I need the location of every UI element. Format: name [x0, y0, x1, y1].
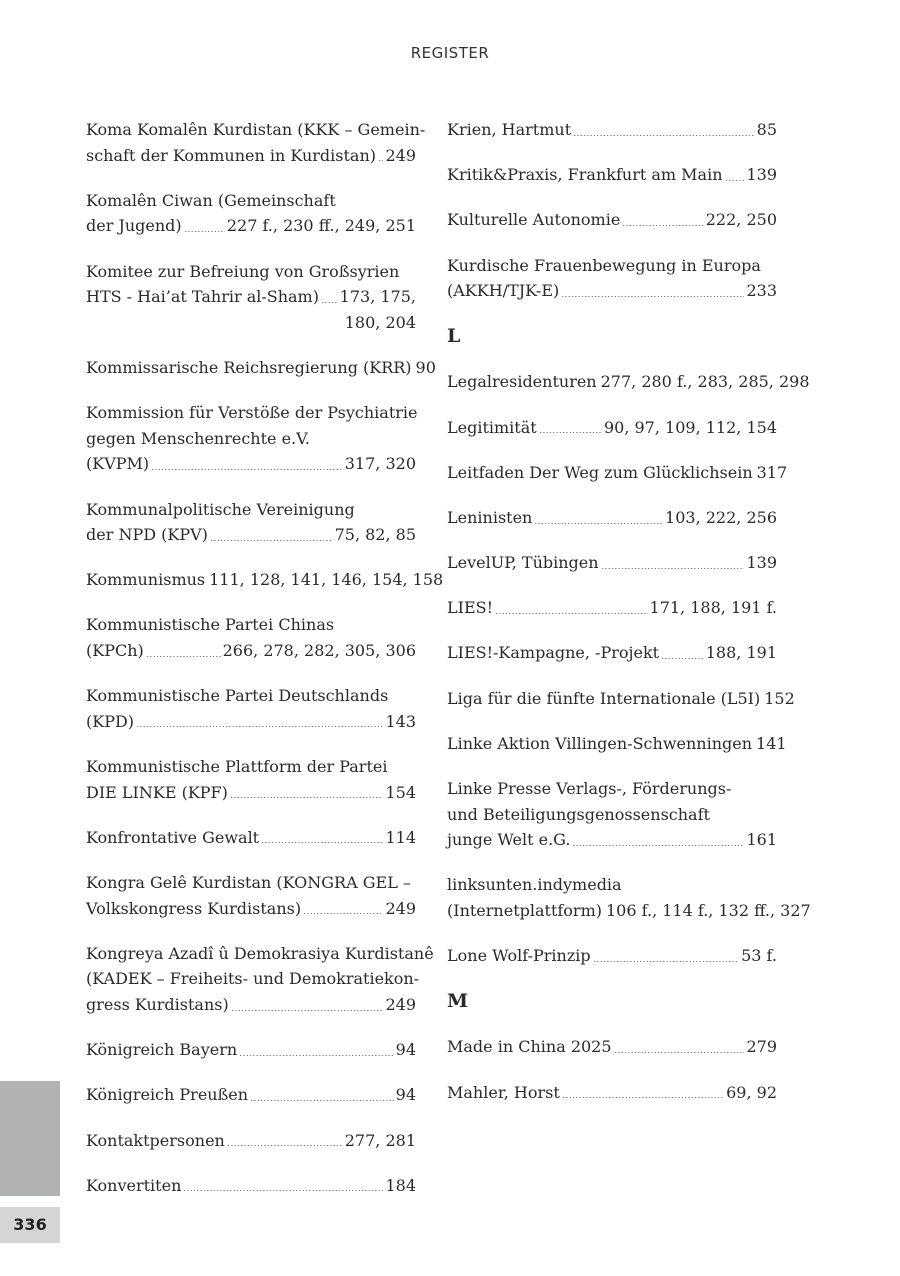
entry-text: DIE LINKE (KPF) — [86, 782, 228, 802]
entry-last-line — [86, 143, 416, 169]
page-references: 114 — [385, 827, 416, 847]
page-references: 154 — [385, 782, 416, 802]
page-references: 94 — [395, 1085, 416, 1105]
index-entry — [447, 1080, 777, 1106]
dot-leader — [614, 1052, 745, 1053]
entry-text-line: Kongreya Azadî û Demokrasiya Kurdistanê — [86, 943, 434, 963]
dot-leader — [210, 540, 333, 541]
index-column-right — [447, 117, 811, 1125]
page-references: 139 — [746, 553, 777, 573]
dot-leader — [227, 1145, 343, 1146]
index-entry — [86, 188, 416, 239]
index-entry — [447, 460, 788, 486]
entry-last-line — [447, 640, 777, 666]
index-entry — [447, 640, 777, 666]
page-references: 266, 278, 282, 305, 306 — [222, 641, 416, 661]
entry-last-line — [447, 117, 777, 143]
index-entry — [447, 943, 777, 969]
entry-text-line: Kongra Gelê Kurdistan (KONGRA GEL – — [86, 873, 411, 892]
page-references: 233 — [746, 281, 777, 301]
page-references: 249 — [385, 898, 416, 918]
entry-last-line — [86, 780, 416, 806]
dot-leader — [601, 568, 745, 569]
entry-text: der Jugend) — [86, 216, 182, 236]
entry-last-line — [86, 709, 416, 735]
page-references: 171, 188, 191 f. — [649, 598, 777, 618]
dot-leader — [572, 845, 744, 846]
index-entry — [447, 731, 787, 757]
dot-leader — [534, 523, 663, 524]
entry-text: Kulturelle Autonomie — [447, 210, 621, 230]
entry-last-line — [86, 896, 416, 922]
page-references: 317, 320 — [344, 454, 416, 474]
page-references: 103, 222, 256 — [665, 507, 777, 527]
index-entry — [86, 941, 434, 1018]
entry-text: Krien, Hartmut — [447, 120, 572, 139]
entry-text: junge Welt e.G. — [447, 830, 571, 850]
page-references: 69, 92 — [726, 1082, 777, 1102]
entry-last-line — [86, 1082, 416, 1108]
dot-leader — [573, 135, 755, 136]
page-references-continued: 180, 204 — [344, 312, 416, 332]
dot-leader — [539, 432, 602, 433]
entry-last-line — [86, 522, 416, 548]
index-entry — [447, 162, 777, 188]
index-entry — [447, 1034, 777, 1060]
entry-last-line — [447, 686, 795, 712]
dot-leader — [562, 1097, 724, 1098]
page-references: 94 — [395, 1040, 416, 1060]
entry-text: Konfrontative Gewalt — [86, 827, 260, 847]
dot-leader — [151, 469, 343, 470]
index-entry — [86, 259, 416, 336]
entry-last-line — [447, 460, 788, 486]
page-references: 152 — [764, 688, 795, 708]
index-entry — [86, 1128, 416, 1154]
entry-last-line — [447, 731, 787, 757]
index-entry — [447, 872, 811, 923]
page-references: 85 — [756, 120, 777, 139]
page-references: 249 — [385, 145, 416, 165]
section-letter: M — [447, 990, 469, 1013]
index-entry — [86, 754, 416, 805]
index-entry — [447, 415, 777, 441]
entry-last-line — [447, 943, 777, 969]
entry-last-line — [447, 505, 777, 531]
page-references: 139 — [746, 165, 777, 185]
dot-leader — [183, 1190, 383, 1191]
dot-leader — [495, 613, 648, 614]
page-references: 143 — [385, 711, 416, 731]
entry-text: Kontaktpersonen — [86, 1130, 225, 1150]
entry-text-line: und Beteiligungsgenossenschaft — [447, 804, 710, 824]
index-entry — [86, 612, 416, 663]
entry-text-line: (KADEK – Freiheits- und Demokratiekon- — [86, 969, 420, 989]
entry-text: Kommunismus — [86, 570, 206, 590]
entry-text-line: Linke Presse Verlags-, Förderungs- — [447, 779, 732, 799]
entry-text: Kritik&Praxis, Frankfurt am Main — [447, 165, 723, 185]
page-references: 277, 281 — [344, 1130, 416, 1150]
dot-leader — [231, 1010, 384, 1011]
entry-last-line — [86, 825, 416, 851]
index-entry — [447, 505, 777, 531]
index-entry — [86, 567, 444, 593]
entry-text: Linke Aktion Villingen-Schwenningen — [447, 733, 753, 753]
index-entry — [447, 253, 777, 304]
thumb-index-tab — [0, 1081, 60, 1196]
page-references: 227 f., 230 ff., 249, 251 — [226, 216, 416, 236]
entry-text-line: gegen Menschenrechte e.V. — [86, 428, 310, 448]
entry-text: Königreich Preußen — [86, 1085, 249, 1105]
entry-last-line — [447, 207, 777, 233]
entry-text: Leitfaden Der Weg zum Glücklichsein — [447, 462, 753, 482]
running-header: REGISTER — [410, 44, 490, 62]
page-references: 111, 128, 141, 146, 154, 158 — [209, 570, 444, 590]
entry-text: Konvertiten — [86, 1175, 182, 1195]
entry-text: (KPCh) — [86, 641, 144, 661]
entry-last-line — [86, 992, 416, 1018]
index-entry — [447, 117, 777, 143]
entry-last-line — [86, 451, 416, 477]
section-letter: L — [447, 325, 461, 348]
entry-text: LIES!-Kampagne, -Projekt — [447, 643, 660, 663]
entry-text: gress Kurdistans) — [86, 994, 229, 1014]
page-references: 106 f., 114 f., 132 ff., 327 — [606, 901, 811, 920]
entry-text-line: Kommunistische Partei Chinas — [86, 615, 335, 635]
entry-last-line — [86, 284, 416, 310]
index-entry — [447, 207, 777, 233]
entry-text: Liga für die fünfte Internationale (L5I) — [447, 688, 761, 708]
page-references: 90, 97, 109, 112, 154 — [603, 417, 777, 437]
entry-last-line — [447, 827, 777, 853]
page-references: 90 — [415, 357, 436, 377]
dot-leader — [661, 658, 704, 659]
page-references: 75, 82, 85 — [334, 525, 416, 545]
index-entry — [447, 595, 777, 621]
index-entry — [86, 825, 416, 851]
index-entry — [86, 870, 416, 921]
entry-last-line — [447, 898, 811, 924]
entry-last-line — [86, 567, 444, 593]
index-entry — [86, 1082, 416, 1108]
page-references: 161 — [746, 830, 777, 850]
entry-last-line — [86, 638, 416, 664]
entry-text-line: Kommunistische Plattform der Partei — [86, 757, 388, 777]
page-references: 277, 280 f., 283, 285, 298 — [600, 372, 810, 392]
index-entry — [86, 355, 436, 381]
entry-text: Leninisten — [447, 507, 533, 527]
entry-text: Königreich Bayern — [86, 1040, 238, 1060]
index-entry — [86, 1173, 416, 1199]
entry-text: Lone Wolf-Prinzip — [447, 946, 591, 966]
entry-text: Legitimität — [447, 417, 537, 437]
dot-leader — [136, 726, 383, 727]
entry-text: schaft der Kommunen in Kurdistan) — [86, 145, 377, 165]
dot-leader — [184, 231, 225, 232]
dot-leader — [230, 797, 384, 798]
index-entry — [86, 683, 416, 734]
page-references: 53 f. — [741, 946, 777, 966]
entry-text: der NPD (KPV) — [86, 525, 208, 545]
entry-text-line: Kommission für Verstöße der Psychiatrie — [86, 403, 418, 423]
entry-last-line — [86, 1173, 416, 1199]
entry-text: Kommissarische Reichsregierung (KRR) — [86, 357, 412, 377]
entry-text-line: Kommunistische Partei Deutschlands — [86, 686, 389, 706]
page-references: 249 — [385, 994, 416, 1014]
page-references: 188, 191 — [705, 643, 777, 663]
entry-last-line — [86, 1037, 416, 1063]
entry-last-line — [447, 162, 777, 188]
entry-text-line: Komitee zur Befreiung von Großsyrien — [86, 261, 400, 281]
page-references: 222, 250 — [705, 210, 777, 230]
entry-last-line — [447, 278, 777, 304]
dot-leader — [561, 296, 744, 297]
entry-last-line — [86, 355, 436, 381]
dot-leader — [378, 160, 383, 161]
page-references: 184 — [385, 1175, 416, 1195]
dot-leader — [239, 1055, 393, 1056]
dot-leader — [250, 1100, 394, 1101]
dot-leader — [261, 842, 383, 843]
entry-text-line: linksunten.indymedia — [447, 875, 622, 895]
entry-text: LIES! — [447, 598, 494, 618]
entry-text: Made in China 2025 — [447, 1037, 612, 1057]
page-references: 279 — [746, 1037, 777, 1057]
entry-last-line — [447, 1080, 777, 1106]
entry-last-line — [447, 1034, 777, 1060]
index-entry — [447, 686, 795, 712]
index-entry — [86, 497, 416, 548]
entry-text: (KVPM) — [86, 454, 150, 474]
entry-text: (KPD) — [86, 711, 135, 731]
entry-last-line — [86, 213, 416, 239]
entry-text: HTS - Hai’at Tahrir al-Sham) — [86, 287, 319, 307]
entry-last-line — [86, 1128, 416, 1154]
entry-last-line — [447, 595, 777, 621]
dot-leader — [303, 913, 383, 914]
entry-text-line: Komalên Ciwan (Gemeinschaft — [86, 190, 336, 210]
entry-text: (AKKH/TJK-E) — [447, 281, 560, 301]
dot-leader — [146, 656, 221, 657]
index-entry — [86, 1037, 416, 1063]
dot-leader — [593, 961, 740, 962]
entry-last-line — [447, 550, 777, 576]
dot-leader — [321, 302, 338, 303]
entry-last-line — [447, 369, 810, 395]
index-entry — [447, 369, 810, 395]
entry-text-line: Kurdische Frauenbewegung in Europa — [447, 255, 761, 275]
entry-text: Volkskongress Kurdistans) — [86, 898, 302, 918]
entry-text: Mahler, Horst — [447, 1082, 560, 1102]
index-entry — [447, 550, 777, 576]
index-column-left — [86, 117, 444, 1218]
index-entry — [86, 400, 416, 477]
entry-text-line: Kommunalpolitische Vereinigung — [86, 499, 355, 519]
index-entry — [447, 776, 777, 853]
index-entry — [86, 117, 426, 168]
page-number: 336 — [0, 1207, 60, 1243]
entry-text-line: Koma Komalên Kurdistan (KKK – Gemein- — [86, 120, 426, 139]
dot-leader — [725, 180, 745, 181]
entry-text: (Internetplattform) — [447, 901, 602, 920]
page-references: 141 — [756, 733, 787, 753]
entry-text: Legalresidenturen — [447, 372, 597, 392]
dot-leader — [622, 225, 703, 226]
entry-text: LevelUP, Tübingen — [447, 553, 599, 573]
page-references: 317 — [756, 462, 788, 482]
entry-last-line — [447, 415, 777, 441]
page-references: 173, 175, — [339, 287, 416, 307]
